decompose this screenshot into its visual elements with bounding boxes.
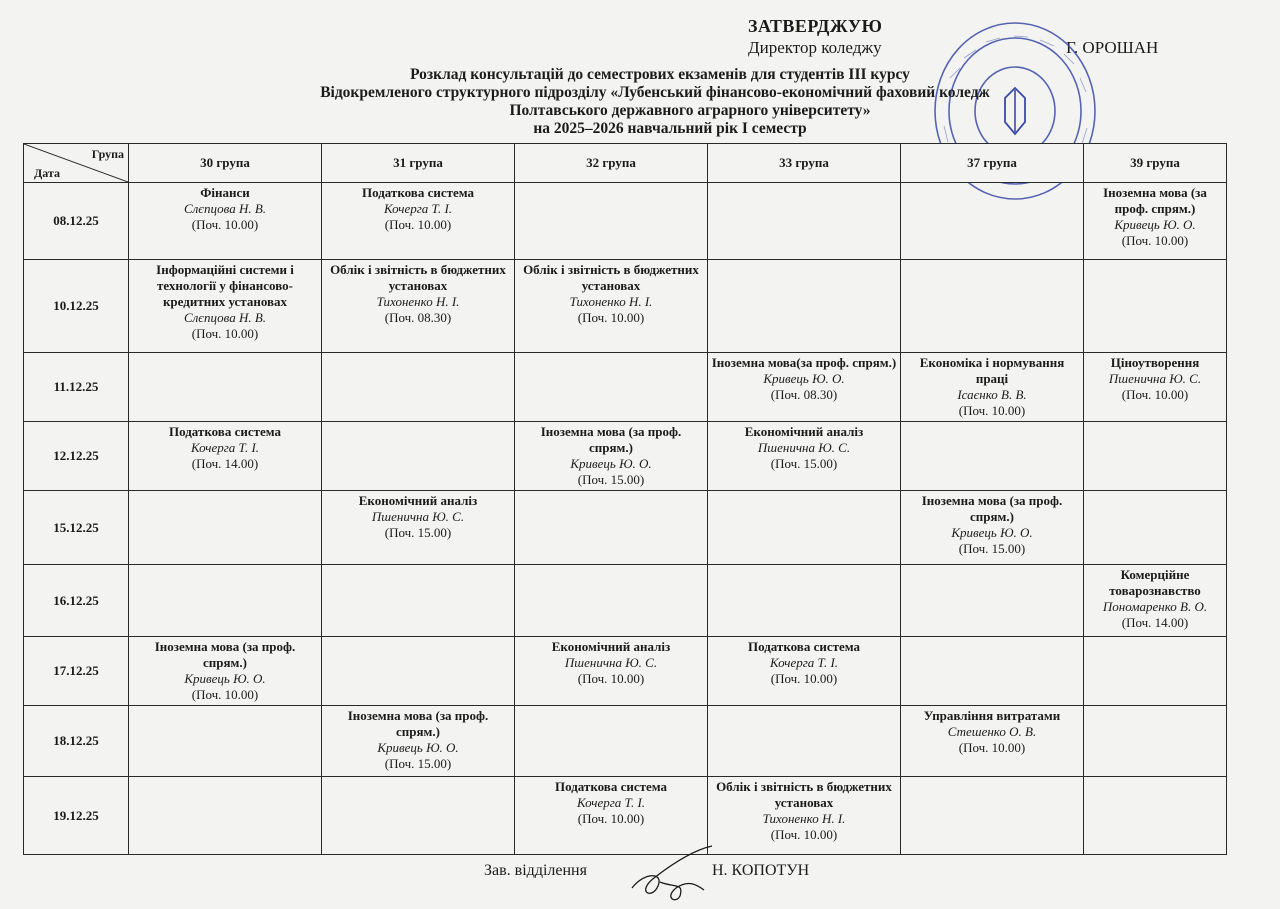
empty-cell [1084, 422, 1227, 491]
empty-cell [515, 565, 708, 637]
empty-cell [129, 565, 322, 637]
schedule-row [24, 706, 1227, 777]
consultation-subject: Податкова система [554, 779, 668, 794]
consultation-cell [515, 422, 708, 491]
consultation-time: (Поч. 15.00) [384, 525, 452, 540]
consultation-subject: Іноземна мова (за проф. спрям.) [347, 708, 489, 739]
consultation-teacher: Кривець Ю. О. [570, 456, 652, 471]
consultation-subject: Іноземна мова (за проф. спрям.) [540, 424, 682, 455]
consultation-teacher: Кривець Ю. О. [951, 525, 1033, 540]
consultation-time: (Поч. 15.00) [770, 456, 838, 471]
consultation-subject: Облік і звітність в бюджетних установах [523, 262, 699, 293]
consultation-time: (Поч. 10.00) [958, 740, 1026, 755]
corner-date-label: Дата [34, 166, 60, 180]
consultation-subject: Іноземна мова (за проф. спрям.) [1103, 185, 1207, 216]
handwritten-signature [624, 842, 724, 906]
empty-cell [708, 183, 901, 260]
empty-cell [708, 706, 901, 777]
corner-header [24, 144, 129, 183]
consultation-teacher: Пшенична Ю. С. [371, 509, 465, 524]
consultation-subject: Податкова система [361, 185, 475, 200]
consultation-time: (Поч. 08.30) [770, 387, 838, 402]
consultation-cell [129, 637, 322, 706]
consultation-cell [322, 183, 515, 260]
group-header: 33 група [708, 144, 901, 183]
consultation-teacher: Пономаренко В. О. [1102, 599, 1208, 614]
consultation-time: (Поч. 10.00) [577, 310, 645, 325]
empty-cell [515, 491, 708, 565]
date-cell: 17.12.25 [24, 637, 129, 706]
consultation-subject: Фінанси [200, 185, 250, 200]
date-cell: 16.12.25 [24, 565, 129, 637]
consultation-teacher: Кривець Ю. О. [763, 371, 845, 386]
empty-cell [1084, 777, 1227, 855]
empty-cell [129, 777, 322, 855]
empty-cell [708, 491, 901, 565]
consultation-time: (Поч. 10.00) [191, 326, 259, 341]
empty-cell [901, 260, 1084, 353]
consultation-subject: Податкова система [168, 424, 282, 439]
consultation-subject: Економічний аналіз [358, 493, 478, 508]
consultation-time: (Поч. 10.00) [191, 687, 259, 702]
group-header: 30 група [129, 144, 322, 183]
consultation-cell [129, 260, 322, 353]
empty-cell [901, 183, 1084, 260]
date-cell: 08.12.25 [24, 183, 129, 260]
heading-line-3: Полтавського державного аграрного університету» [509, 102, 871, 119]
empty-cell [1084, 260, 1227, 353]
empty-cell [322, 777, 515, 855]
empty-cell [322, 353, 515, 422]
consultation-cell [515, 637, 708, 706]
consultation-teacher: Пшенична Ю. С. [564, 655, 658, 670]
consultation-teacher: Кочерга Т. І. [576, 795, 646, 810]
date-cell: 10.12.25 [24, 260, 129, 353]
consultation-time: (Поч. 10.00) [577, 811, 645, 826]
consultation-cell [322, 491, 515, 565]
consultation-subject: Економічний аналіз [551, 639, 671, 654]
approval-position: Директор коледжу [748, 38, 882, 57]
consultation-cell [708, 353, 901, 422]
consultation-cell [901, 491, 1084, 565]
consultation-time: (Поч. 10.00) [770, 671, 838, 686]
consultation-time: (Поч. 10.00) [770, 827, 838, 842]
consultation-subject: Податкова система [747, 639, 861, 654]
schedule-row [24, 183, 1227, 260]
consultation-subject: Облік і звітність в бюджетних установах [716, 779, 892, 810]
consultation-cell [515, 260, 708, 353]
date-cell: 12.12.25 [24, 422, 129, 491]
empty-cell [901, 777, 1084, 855]
empty-cell [708, 565, 901, 637]
consultation-teacher: Тихоненко Н. І. [569, 294, 653, 309]
consultation-teacher: Тихоненко Н. І. [762, 811, 846, 826]
schedule-row [24, 422, 1227, 491]
group-header: 39 група [1084, 144, 1227, 183]
consultation-time: (Поч. 14.00) [191, 456, 259, 471]
empty-cell [901, 565, 1084, 637]
date-cell: 19.12.25 [24, 777, 129, 855]
heading-line-1: Розклад консультацій до семестрових екзаменів для студентів ІІІ курсу [410, 66, 910, 83]
empty-cell [515, 706, 708, 777]
empty-cell [129, 491, 322, 565]
consultation-teacher: Слєпцова Н. В. [183, 201, 267, 216]
approval-name: Г. ОРОШАН [1066, 38, 1159, 57]
empty-cell [515, 183, 708, 260]
consultation-subject: Комерційне товарознавство [1109, 567, 1201, 598]
consultation-cell [708, 422, 901, 491]
consultation-subject: Іноземна мова (за проф. спрям.) [921, 493, 1063, 524]
empty-cell [515, 353, 708, 422]
consultation-time: (Поч. 15.00) [577, 472, 645, 487]
schedule-row [24, 260, 1227, 353]
consultation-cell [1084, 353, 1227, 422]
consultation-time: (Поч. 14.00) [1121, 615, 1189, 630]
empty-cell [708, 260, 901, 353]
consultation-teacher: Слєпцова Н. В. [183, 310, 267, 325]
consultation-schedule-table [23, 143, 1227, 855]
consultation-cell [901, 706, 1084, 777]
empty-cell [901, 422, 1084, 491]
consultation-cell [1084, 183, 1227, 260]
consultation-time: (Поч. 10.00) [577, 671, 645, 686]
empty-cell [1084, 491, 1227, 565]
consultation-time: (Поч. 10.00) [384, 217, 452, 232]
consultation-subject: Ціноутворення [1110, 355, 1200, 370]
group-header: 37 група [901, 144, 1084, 183]
heading-line-4: на 2025–2026 навчальний рік І семестр [533, 120, 807, 137]
consultation-cell [1084, 565, 1227, 637]
consultation-subject: Інформаційні системи і технології у фінансово-кредитних установах [156, 262, 294, 309]
empty-cell [322, 637, 515, 706]
schedule-row [24, 565, 1227, 637]
consultation-time: (Поч. 10.00) [1121, 387, 1189, 402]
date-cell: 15.12.25 [24, 491, 129, 565]
footer-label: Зав. відділення [484, 862, 587, 879]
group-header: 32 група [515, 144, 708, 183]
consultation-teacher: Кочерга Т. І. [190, 440, 260, 455]
empty-cell [129, 706, 322, 777]
consultation-subject: Іноземна мова (за проф. спрям.) [154, 639, 296, 670]
consultation-subject: Іноземна мова(за проф. спрям.) [711, 355, 897, 370]
consultation-cell [322, 260, 515, 353]
empty-cell [322, 565, 515, 637]
empty-cell [901, 637, 1084, 706]
consultation-cell [708, 777, 901, 855]
consultation-subject: Економічний аналіз [744, 424, 864, 439]
schedule-row [24, 353, 1227, 422]
date-cell: 11.12.25 [24, 353, 129, 422]
consultation-teacher: Тихоненко Н. І. [376, 294, 460, 309]
consultation-time: (Поч. 10.00) [1121, 233, 1189, 248]
empty-cell [129, 353, 322, 422]
consultation-teacher: Кочерга Т. І. [383, 201, 453, 216]
corner-group-label: Група [91, 147, 124, 161]
document-heading [0, 66, 1280, 138]
consultation-cell [322, 706, 515, 777]
heading-line-2: Відокремленого структурного підрозділу «Лубенський фінансово-економічний фаховий коледж [320, 84, 990, 101]
consultation-time: (Поч. 15.00) [384, 756, 452, 771]
consultation-teacher: Стешенко О. В. [947, 724, 1037, 739]
date-cell: 18.12.25 [24, 706, 129, 777]
consultation-teacher: Пшенична Ю. С. [1108, 371, 1202, 386]
consultation-cell [129, 422, 322, 491]
consultation-teacher: Ісаєнко В. В. [957, 387, 1027, 402]
consultation-cell [129, 183, 322, 260]
empty-cell [1084, 637, 1227, 706]
consultation-time: (Поч. 15.00) [958, 541, 1026, 556]
consultation-subject: Облік і звітність в бюджетних установах [330, 262, 506, 293]
consultation-time: (Поч. 10.00) [958, 403, 1026, 418]
consultation-subject: Управління витратами [923, 708, 1061, 723]
consultation-teacher: Кривець Ю. О. [377, 740, 459, 755]
consultation-cell [901, 353, 1084, 422]
approval-title: ЗАТВЕРДЖУЮ [748, 16, 883, 36]
consultation-time: (Поч. 08.30) [384, 310, 452, 325]
schedule-row [24, 491, 1227, 565]
empty-cell [1084, 706, 1227, 777]
empty-cell [322, 422, 515, 491]
consultation-teacher: Кривець Ю. О. [184, 671, 266, 686]
consultation-subject: Економіка і нормування праці [919, 355, 1065, 386]
consultation-time: (Поч. 10.00) [191, 217, 259, 232]
group-header: 31 група [322, 144, 515, 183]
footer-name: Н. КОПОТУН [712, 862, 810, 879]
schedule-row [24, 637, 1227, 706]
consultation-teacher: Кочерга Т. І. [769, 655, 839, 670]
consultation-cell [708, 637, 901, 706]
consultation-teacher: Пшенична Ю. С. [757, 440, 851, 455]
consultation-teacher: Кривець Ю. О. [1114, 217, 1196, 232]
